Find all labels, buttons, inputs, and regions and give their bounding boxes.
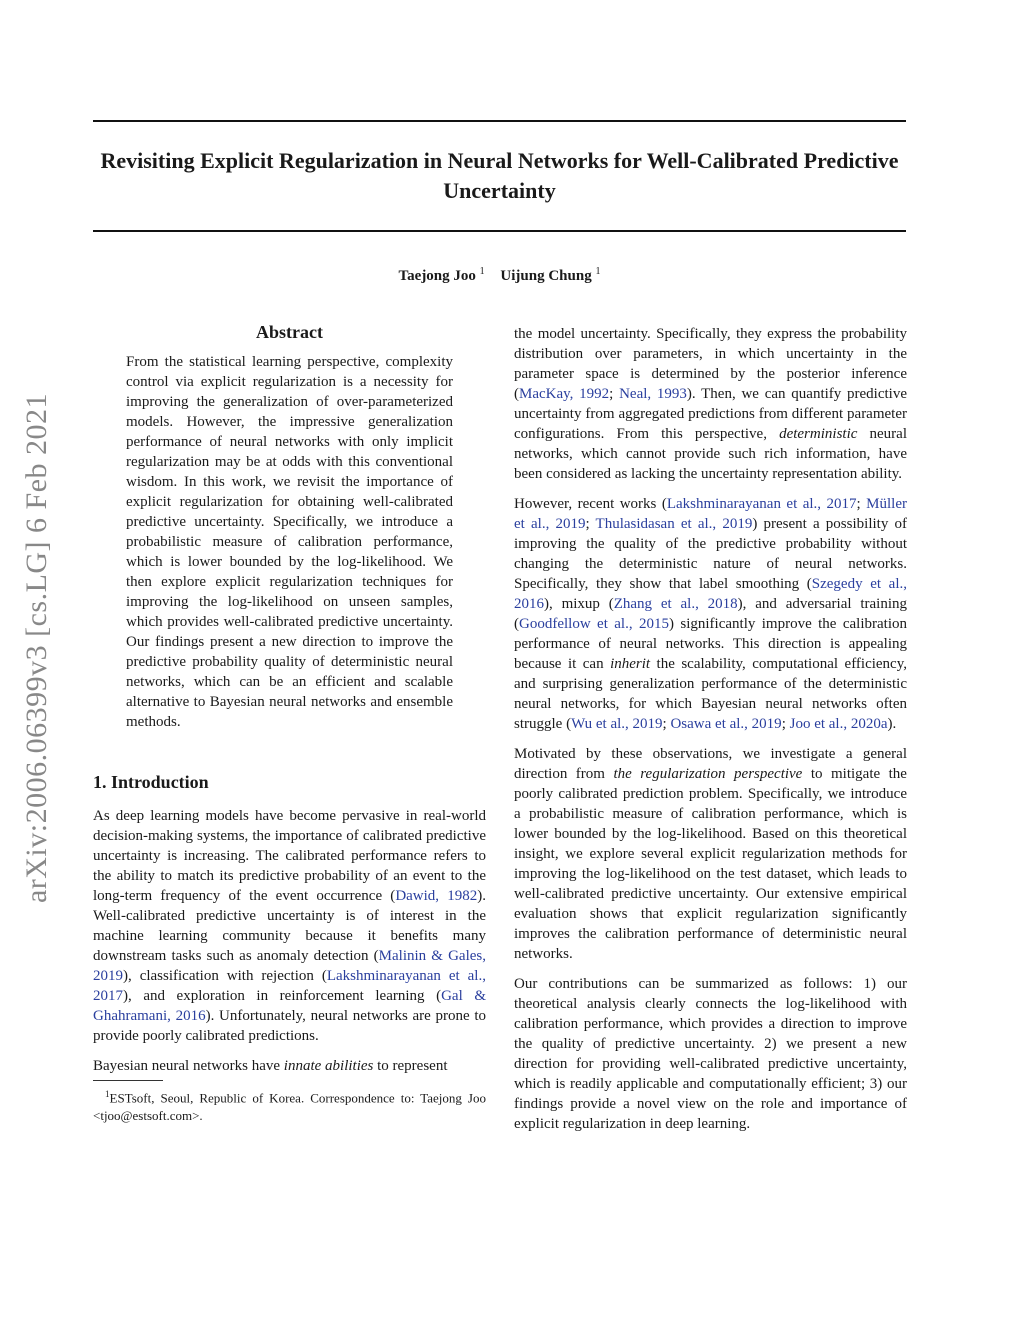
paper-title: Revisiting Explicit Regularization in Neural Networks for Well-Calibrated Predictive Uncertainty (100, 148, 899, 203)
left-column (93, 322, 486, 1125)
citation-link[interactable]: Lakshminarayanan et al., 2017 (666, 496, 857, 512)
body-paragraph: Our contributions can be summarized as follows: 1) our theoretical analysis clearly connects the log-likelihood with calibration performance, which provides a direction to improve the quality of predictive uncertainty. 2) we present a new direction for providing well-calibrated predictive uncertainty, which is readily applicable and computationally efficient; 3) our findings provide a novel view on the role and importance of explicit regularization in deep learning. (514, 976, 907, 1132)
author-name: Uijung Chung (500, 268, 592, 284)
citation-link[interactable]: Gal & Ghahramani, 2016 (93, 988, 486, 1024)
author-affiliation: 1 (479, 266, 485, 277)
citation-link[interactable]: Müller et al., 2019 (514, 496, 907, 532)
footnote-rule (93, 1080, 163, 1081)
citation-link[interactable]: Neal, 1993 (619, 386, 687, 402)
citation-link[interactable]: Zhang et al., 2018 (613, 596, 738, 612)
citation-link[interactable]: Dawid, 1982 (395, 888, 478, 904)
footnote-mark: 1 (105, 1089, 110, 1099)
section-heading: 1. Introduction (93, 772, 209, 792)
body-paragraph: However, recent works (Lakshminarayanan et al., 2017; Müller et al., 2019; Thulasidasan et al., 2019) present a possibility of improving the quality of the predictive probability without changing the deterministic nature of neural networks. Specifically, they show that label smoothing (Szegedy et al., 2016), mixup (Zhang et al., 2018), and adversarial training (Goodfellow et al., 2015) significantly improve the calibration performance of neural networks. This direction is appealing because it can inherit the scalability, computational efficiency, and surprising generalization performance of the deterministic neural networks, for which Bayesian neural networks often struggle (Wu et al., 2019; Osawa et al., 2019; Joo et al., 2020a). (514, 496, 908, 732)
citation-link[interactable]: Wu et al., 2019 (571, 716, 663, 732)
title-bottom-rule (93, 230, 906, 232)
intro-paragraph: Bayesian neural networks have innate abilities to represent (93, 1058, 448, 1074)
author (500, 268, 600, 284)
citation-link[interactable]: Malinin & Gales, 2019 (93, 948, 486, 984)
author-name: Taejong Joo (398, 268, 476, 284)
author (399, 268, 485, 284)
author-list (93, 266, 906, 285)
citation-link[interactable]: Osawa et al., 2019 (670, 716, 782, 732)
body-paragraph: the model uncertainty. Specifically, they express the probability distribution over parameters, in which uncertainty in the parameter space is determined by the posterior inference (MacKay, 1992; Neal, 1993). Then, we can quantify predictive uncertainty from aggregated predictions from different parameter configurations. From this perspective, deterministic neural networks, which cannot provide such rich information, have been considered as lacking the uncertainty representation ability. (514, 326, 907, 482)
citation-link[interactable]: Goodfellow et al., 2015 (519, 616, 669, 632)
abstract-body: From the statistical learning perspective, complexity control via explicit regularization is a necessity for improving the generalization of over-parameterized models. However, the impressive generalization performance of neural networks with only implicit regularization may be at odds with this conventional wisdom. In this work, we revisit the importance of explicit regularization for obtaining well-calibrated predictive uncertainty. Specifically, we introduce a probabilistic measure of calibration performance, which is lower bounded by the log-likelihood. We then explore explicit regularization techniques for improving the log-likelihood on unseen samples, which provides well-calibrated predictive uncertainty. Our findings present a new direction to improve the predictive probability quality of deterministic neural networks, which can be an efficient and scalable alternative to Bayesian neural networks and ensemble methods. (126, 354, 453, 730)
citation-link[interactable]: Thulasidasan et al., 2019 (595, 516, 753, 532)
arxiv-stamp: arXiv:2006.06399v3 [cs.LG] 6 Feb 2021 (20, 392, 53, 904)
abstract-heading: Abstract (256, 322, 323, 342)
citation-link[interactable]: Joo et al., 2020a (789, 716, 888, 732)
citation-link[interactable]: Szegedy et al., 2016 (514, 576, 908, 612)
intro-paragraph: As deep learning models have become pervasive in real-world decision-making systems, the importance of calibrated predictive uncertainty is increasing. The calibrated performance refers to the ability to match its predictive probability of an event to the long-term frequency of the event occurrence (Dawid, 1982). Well-calibrated predictive uncertainty is of interest in the machine learning community because it benefits many downstream tasks such as anomaly detection (Malinin & Gales, 2019), classification with rejection (Lakshminarayanan et al., 2017), and exploration in reinforcement learning (Gal & Ghahramani, 2016). Unfortunately, neural networks are prone to provide poorly calibrated predictions. (93, 808, 486, 1044)
citation-link[interactable]: MacKay, 1992 (519, 386, 610, 402)
right-column (514, 324, 907, 1144)
body-paragraph: Motivated by these observations, we investigate a general direction from the regularization perspective to mitigate the poorly calibrated prediction problem. Specifically, we introduce a probabilistic measure of calibration performance, which is lower bounded by the log-likelihood. Based on this theoretical insight, we explore several explicit regularization methods for improving the log-likelihood on the test dataset, which leads to well-calibrated predictive uncertainty. Our extensive empirical evaluation shows that explicit regularization significantly improves the calibration performance of deterministic neural networks. (514, 746, 907, 962)
footnote (93, 1085, 486, 1125)
footnote-text: ESTsoft, Seoul, Republic of Korea. Correspondence to: Taejong Joo <tjoo@estsoft.com>. (93, 1090, 486, 1124)
author-affiliation: 1 (595, 266, 601, 277)
citation-link[interactable]: Lakshminarayanan et al., 2017 (93, 968, 486, 1004)
title-top-rule (93, 120, 906, 122)
